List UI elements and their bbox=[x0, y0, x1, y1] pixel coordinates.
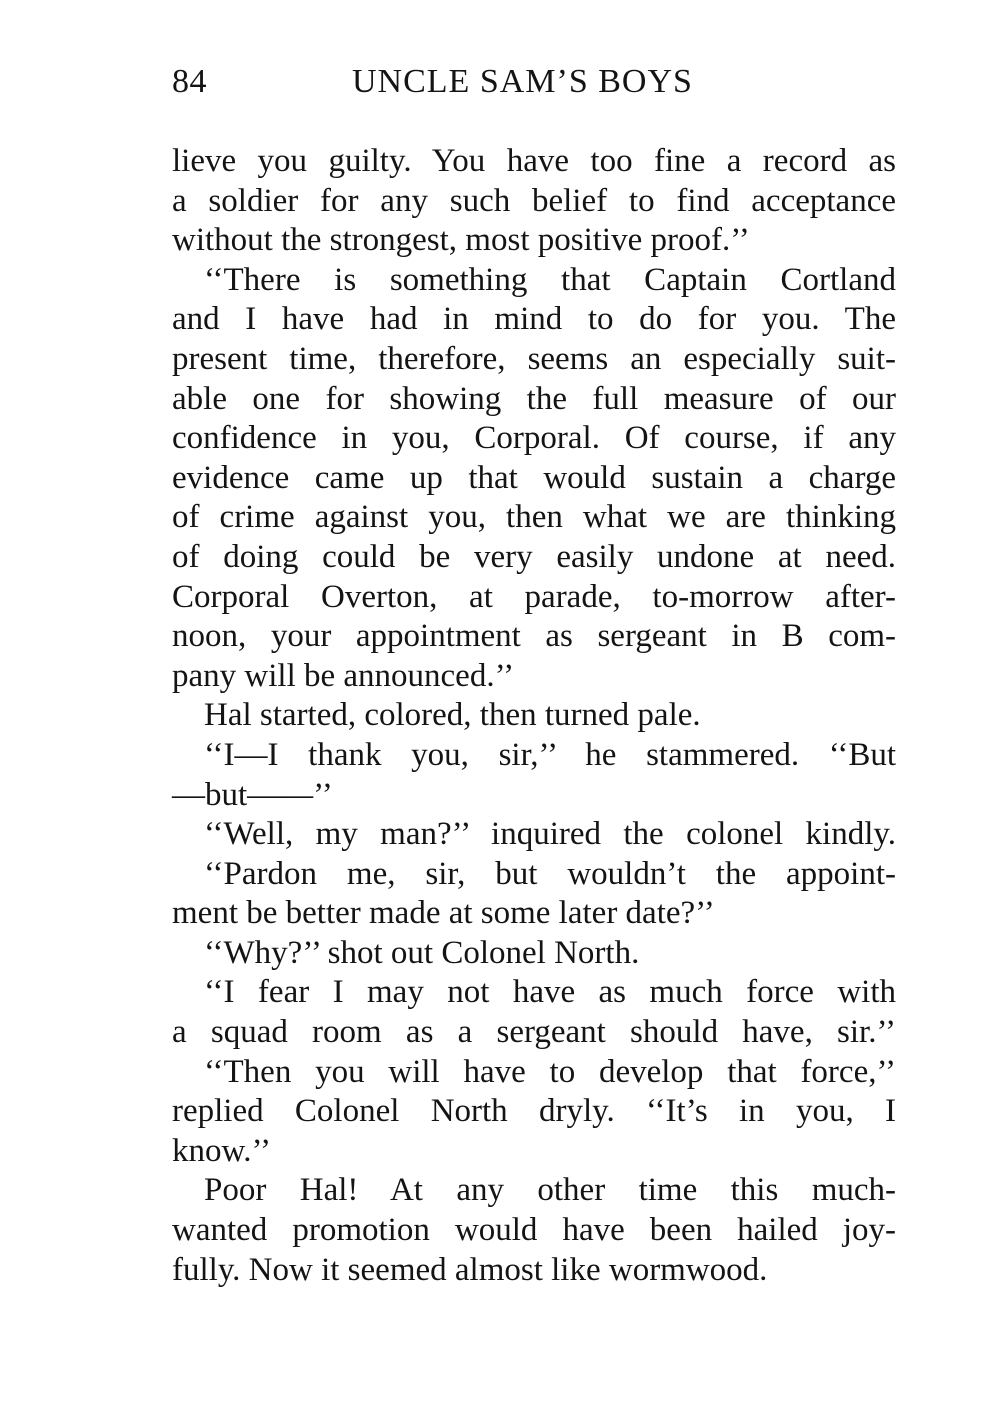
text-line: Corporal Overton, at parade, to-morrow after- bbox=[172, 578, 896, 615]
text-line: replied Colonel North dryly. ‘‘It’s in you, I bbox=[172, 1093, 896, 1130]
body-text bbox=[172, 142, 896, 1290]
text-line: noon, your appointment as sergeant in B com- bbox=[172, 618, 896, 655]
text-line: ‘‘Why?’’ shot out Colonel North. bbox=[204, 934, 640, 971]
text-line: Hal started, colored, then turned pale. bbox=[204, 697, 701, 734]
text-line: evidence came up that would sustain a charge bbox=[172, 459, 896, 496]
text-line: ‘‘I—I thank you, sir,’’ he stammered. ‘‘But bbox=[204, 736, 896, 773]
text-line: and I have had in mind to do for you. The bbox=[172, 301, 896, 338]
text-line: of doing could be very easily undone at need. bbox=[172, 538, 896, 575]
text-line: fully. Now it seemed almost like wormwood. bbox=[172, 1251, 768, 1288]
text-line: a squad room as a sergeant should have, sir.’’ bbox=[172, 1014, 896, 1051]
text-line: lieve you guilty. You have too fine a record as bbox=[172, 143, 896, 179]
page-number: 84 bbox=[172, 63, 207, 100]
text-line: able one for showing the full measure of our bbox=[172, 380, 896, 417]
text-line: confidence in you, Corporal. Of course, if any bbox=[172, 420, 896, 457]
text-line: Poor Hal! At any other time this much- bbox=[204, 1172, 896, 1209]
text-line: present time, therefore, seems an especially suit- bbox=[172, 340, 896, 377]
text-line: know.’’ bbox=[172, 1132, 271, 1169]
text-line: ‘‘I fear I may not have as much force with bbox=[204, 974, 896, 1011]
text-line: ‘‘Then you will have to develop that force,’’ bbox=[204, 1053, 896, 1090]
text-line: without the strongest, most positive proof.’’ bbox=[172, 222, 750, 259]
text-line: ment be better made at some later date?’’ bbox=[172, 895, 715, 932]
running-head bbox=[172, 60, 720, 104]
text-line: pany will be announced.’’ bbox=[172, 657, 515, 694]
running-title: UNCLE SAM’S BOYS bbox=[352, 63, 693, 100]
text-line: of crime against you, then what we are thinking bbox=[172, 499, 896, 536]
text-line: wanted promotion would have been hailed joy- bbox=[172, 1212, 896, 1249]
text-line: ‘‘Well, my man?’’ inquired the colonel kindly. bbox=[204, 816, 896, 853]
text-line: —but——’’ bbox=[172, 776, 333, 813]
text-line: a soldier for any such belief to find acceptance bbox=[172, 182, 896, 219]
text-line: ‘‘Pardon me, sir, but wouldn’t the appoint- bbox=[204, 855, 896, 892]
text-line: ‘‘There is something that Captain Cortland bbox=[204, 261, 896, 298]
